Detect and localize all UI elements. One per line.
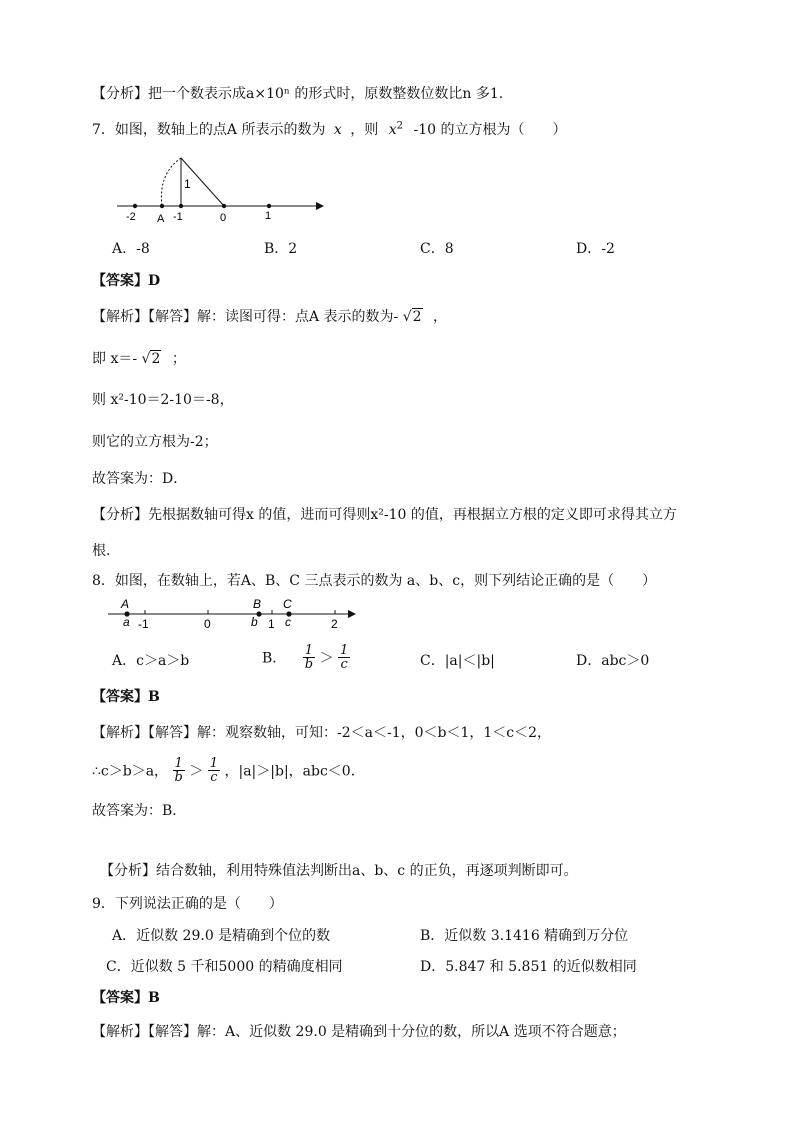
q8-solution-3: 故答案为：B． <box>92 803 187 819</box>
q8-option-d: D．abc＞0 <box>576 653 650 669</box>
q7-analysis-2: 根． <box>92 543 120 559</box>
sqrt-2-b: √2 <box>141 351 161 367</box>
q8-label-b: b <box>251 615 258 629</box>
q7-solution-3: 则 x²-10＝2-10＝-8， <box>92 392 234 408</box>
q8-label-B: B <box>253 597 262 611</box>
q7-label-A: A <box>157 213 165 225</box>
analysis-prev: 【分析】把一个数表示成a×10ⁿ 的形式时，原数整数位数比n 多1. <box>92 86 504 102</box>
q8-label-C: C <box>283 597 292 611</box>
q7-label-1: 1 <box>265 210 272 222</box>
q7-var-x2: x <box>388 122 397 138</box>
fraction-1-over-c: $\frac{1}{c}$ <box>339 643 349 672</box>
q8-label-2: 2 <box>331 617 338 631</box>
q9-option-d: D．5.847 和 5.851 的近似数相同 <box>420 959 637 975</box>
q7-option-c: C．8 <box>420 241 454 257</box>
q8-label-1: 1 <box>268 617 275 631</box>
q7-solution-1-text: 【解析】【解答】解：读图可得：点A 表示的数为- <box>92 309 399 325</box>
sqrt-2-a: √2 <box>402 309 422 325</box>
q7-label-neg2: -2 <box>126 211 136 223</box>
q7-solution-1 <box>92 306 447 326</box>
q9-solution: 【解析】【解答】解：A、近似数 29.0 是精确到十分位的数，所以A 选项不符合题意； <box>92 1024 626 1040</box>
q7-stem-then: ，则 <box>350 122 379 138</box>
q8-solution-1: 【解析】【解答】解：观察数轴，可知：-2＜a＜-1，0＜b＜1，1＜c＜2， <box>92 725 552 741</box>
q8-option-b-gt: ＞ <box>319 650 334 667</box>
q7-exp: 2 <box>396 120 404 132</box>
q8-solution-2-end: ，|a|＞|b|，abc＜0． <box>224 763 365 780</box>
q8-label-A: A <box>121 597 130 611</box>
q7-stem <box>92 119 566 139</box>
q7-stem-text: 7．如图，数轴上的点A 所表示的数为 <box>92 122 326 138</box>
q7-solution-5: 故答案为：D． <box>92 471 188 487</box>
fraction-1-over-c-sol: $\frac{1}{c}$ <box>209 756 219 785</box>
q7-solution-4: 则它的立方根为-2； <box>92 434 218 450</box>
q8-answer: 【答案】B <box>92 689 160 705</box>
q9-option-a: A．近似数 29.0 是精确到个位的数 <box>112 928 331 944</box>
q8-option-b <box>262 644 350 671</box>
q8-label-a: a <box>123 615 130 629</box>
q8-option-a: A．c＞a＞b <box>112 653 190 669</box>
q7-stem-tail: -10 的立方根为（ ） <box>413 122 567 138</box>
fraction-1-over-b: $\frac{1}{b}$ <box>304 643 314 672</box>
fraction-1-over-b-sol: $\frac{1}{b}$ <box>174 756 183 785</box>
q7-label-neg1: -1 <box>173 211 183 223</box>
q7-solution-1-end: ， <box>433 309 448 325</box>
q7-number-line-figure <box>112 150 332 228</box>
q7-var-x: x <box>333 122 342 138</box>
q8-option-c: C．|a|＜|b| <box>420 653 495 669</box>
q8-stem: 8．如图，在数轴上，若A、B、C 三点表示的数为 a、b、c，则下列结论正确的是（ ） <box>92 573 657 589</box>
q9-option-b: B．近似数 3.1416 精确到万分位 <box>420 928 629 944</box>
q7-option-a: A．-8 <box>112 241 150 257</box>
q7-solution-2-text: 即 x＝- <box>92 351 138 367</box>
q9-option-c: C．近似数 5 千和5000 的精确度相同 <box>106 959 343 975</box>
q8-option-b-label: B． <box>262 650 287 667</box>
q7-answer: 【答案】D <box>92 273 161 289</box>
q7-solution-2-end: ； <box>171 351 186 367</box>
q9-answer: 【答案】B <box>92 990 160 1006</box>
q7-analysis-1: 【分析】先根据数轴可得x 的值，进而可得则x²-10 的值，再根据立方根的定义即可求得其立方 <box>92 507 677 523</box>
q8-solution-2 <box>92 757 365 784</box>
q8-number-line-figure <box>108 596 360 632</box>
q9-stem: 9．下列说法正确的是（ ） <box>92 896 283 912</box>
q8-label-neg1: -1 <box>138 617 149 631</box>
q8-solution-2-gt: ＞ <box>189 763 204 780</box>
q8-analysis: 【分析】结合数轴，利用特殊值法判断出a、b、c 的正负，再逐项判断即可。 <box>100 863 578 879</box>
q7-option-d: D．-2 <box>576 241 615 257</box>
q7-option-b: B．2 <box>264 241 298 257</box>
q8-label-c: c <box>285 615 291 629</box>
q7-label-0: 0 <box>220 212 227 224</box>
q8-solution-2-text: ∴c＞b＞a， <box>92 763 169 780</box>
q8-label-0: 0 <box>204 617 211 631</box>
q7-solution-2 <box>92 348 186 368</box>
q7-side-label: 1 <box>184 177 191 191</box>
